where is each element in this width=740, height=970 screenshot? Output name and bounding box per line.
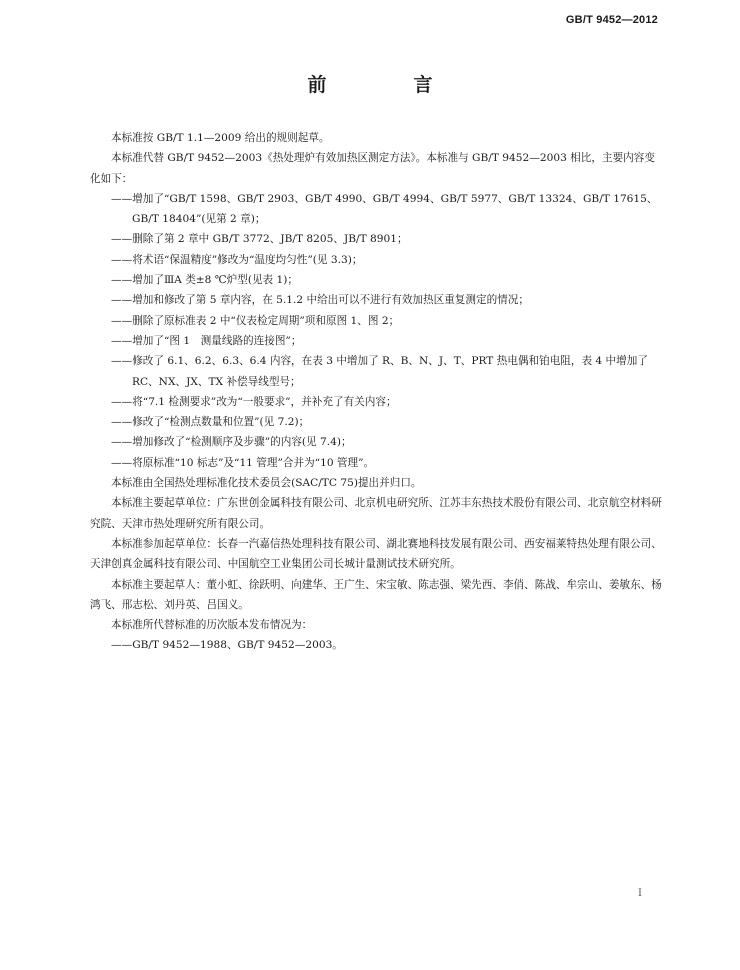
list-item-4: ——增加了ⅢA 类±8 ℃炉型(见表 1)； (111, 274, 298, 287)
paragraph-previous-editions: 本标准所代替标准的历次版本发布情况为： (111, 619, 313, 632)
paragraph-main-drafters: 本标准主要起草单位：广东世创金属科技有限公司、北京机电研究所、江苏丰东热技术股份有限公司、北京航空材料研究院、天津市热处理研究所有限公司。 (90, 497, 662, 530)
list-item-1: ——增加了“GB/T 1598、GB/T 2903、GB/T 4990、GB/T 4994、GB/T 5977、GB/T 13324、GB/T 17615、GB/T 18404”(见第 2 章)； (111, 192, 658, 226)
list-item-9: ——将“7.1 检测要求”改为“一般要求”，并补充了有关内容； (111, 395, 397, 408)
list-item-10: ——修改了“检测点数量和位置”(见 7.2)； (111, 416, 310, 429)
paragraph-drafting-persons: 本标准主要起草人：董小虹、徐跃明、向建华、王广生、宋宝敏、陈志强、梁先西、李俏、陈战、牟宗山、姜敏东、杨鸿飞、邢志松、刘丹英、吕国义。 (90, 578, 662, 611)
list-item-7: ——增加了“图 1 测量线路的连接图”； (111, 334, 302, 347)
list-item-12: ——将原标准“10 标志”及“11 管理”合并为“10 管理”。 (111, 456, 375, 469)
list-item-8: ——修改了 6.1、6.2、6.3、6.4 内容，在表 3 中增加了 R、B、N、J、T、PRT 热电偶和铂电阻，表 4 中增加了 RC、NX、JX、TX 补偿导线型号； (111, 355, 648, 388)
paragraph-committee: 本标准由全国热处理标准化技术委员会(SAC/TC 75)提出并归口。 (111, 477, 422, 490)
previous-editions-list: ——GB/T 9452—1988、GB/T 9452—2003。 (111, 639, 343, 652)
list-item-3: ——将术语“保温精度”修改为“温度均匀性”(见 3.3)； (111, 253, 363, 266)
page-number: I (638, 888, 642, 899)
foreword-body (90, 128, 662, 656)
list-item-6: ——删除了原标准表 2 中“仪表检定周期”项和原图 1、图 2； (111, 314, 400, 327)
paragraph-drafting-rules: 本标准按 GB/T 1.1—2009 给出的规则起草。 (111, 132, 330, 144)
list-item-2: ——删除了第 2 章中 GB/T 3772、JB/T 8205、JB/T 8901； (111, 233, 408, 246)
list-item-5: ——增加和修改了第 5 章内容，在 5.1.2 中给出可以不进行有效加热区重复测定的情况； (111, 294, 529, 307)
list-item-11: ——增加修改了“检测顺序及步骤”的内容(见 7.4)； (111, 436, 352, 449)
paragraph-replacement: 本标准代替 GB/T 9452—2003《热处理炉有效加热区测定方法》。本标准与 GB/T 9452—2003 相比，主要内容变化如下： (90, 152, 655, 185)
standard-code-header: GB/T 9452—2012 (565, 14, 658, 26)
paragraph-participating-drafters: 本标准参加起草单位：长春一汽嘉信热处理科技有限公司、湖北赛地科技发展有限公司、西安福莱特热处理有限公司、天津创真金属科技有限公司、中国航空工业集团公司长城计量测试技术研究所。 (90, 537, 662, 571)
page-title: 前 言 (307, 74, 467, 96)
